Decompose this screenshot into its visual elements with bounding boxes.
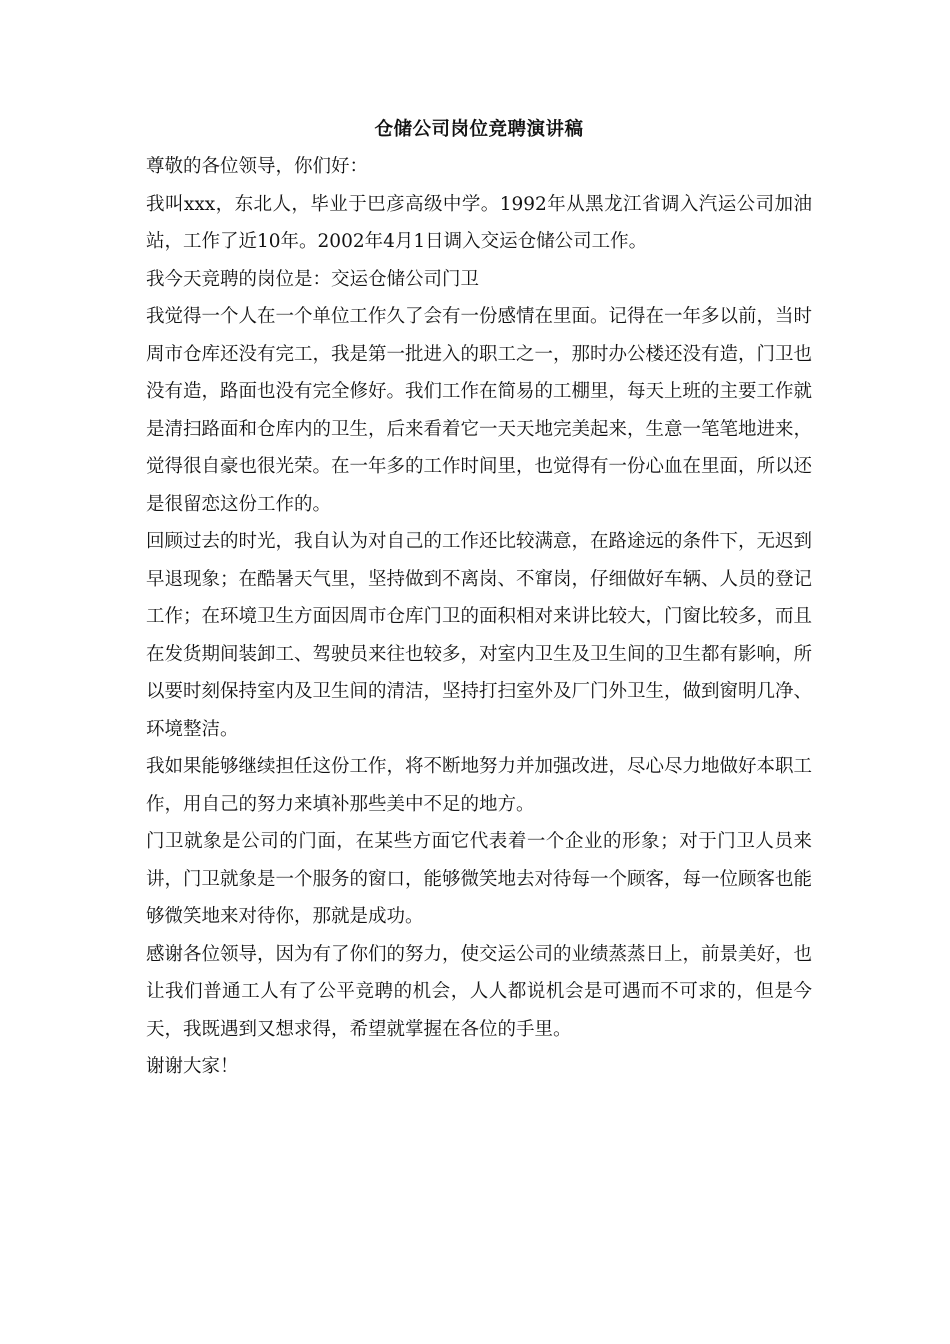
document-title: 仓储公司岗位竞聘演讲稿 (374, 119, 584, 140)
paragraph-position: 我今天竞聘的岗位是：交运仓储公司门卫 (146, 268, 480, 290)
paragraph-gatekeeper-role: 门卫就象是公司的门面，在某些方面它代表着一个企业的形象；对于门卫人员来讲，门卫就象是一个服务的窗口，能够微笑地去对待每一个顾客，每一位顾客也能够微笑地来对待你，那就是成功。 (146, 831, 813, 927)
paragraph-commitment: 我如果能够继续担任这份工作，将不断地努力并加强改进，尽心尽力地做好本职工作，用自己的努力来填补那些美中不足的地方。 (146, 756, 813, 815)
paragraph-review: 回顾过去的时光，我自认为对自己的工作还比较满意，在路途远的条件下，无迟到早退现象；在酷暑天气里，坚持做到不离岗、不窜岗，仔细做好车辆、人员的登记工作；在环境卫生方面因周市仓库门卫的面积相对来讲比较大，门窗比较多，而且在发货期间装卸工、驾驶员来往也较多，对室内卫生及卫生间的卫生都有影响，所以要时刻保持室内及卫生间的清洁，坚持打扫室外及厂门外卫生，做到窗明几净、环境整洁。 (146, 531, 813, 740)
paragraph-thanks-leaders: 感谢各位领导，因为有了你们的努力，使交运公司的业绩蒸蒸日上，前景美好，也让我们普通工人有了公平竞聘的机会，人人都说机会是可遇而不可求的，但是今天，我既遇到又想求得，希望就掌握在各位的手里。 (146, 943, 813, 1040)
paragraph-introduction: 我叫xxx，东北人，毕业于巴彦高级中学。1992年从黑龙江省调入汽运公司加油站，工作了近10年。2002年4月1日调入交运仓储公司工作。 (146, 193, 812, 252)
document-body (146, 111, 812, 1086)
paragraph-greeting: 尊敬的各位领导，你们好： (146, 156, 369, 177)
paragraph-feelings: 我觉得一个人在一个单位工作久了会有一份感情在里面。记得在一年多以前，当时周市仓库还没有完工，我是第一批进入的职工之一，那时办公楼还没有造，门卫也没有造，路面也没有完全修好。我们工作在简易的工棚里，每天上班的主要工作就是清扫路面和仓库内的卫生，后来看着它一天天地完美起来，生意一笔笔地进来，觉得很自豪也很光荣。在一年多的工作时间里，也觉得有一份心血在里面，所以还是很留恋这份工作的。 (146, 306, 813, 515)
paragraph-closing: 谢谢大家！ (146, 1056, 239, 1077)
